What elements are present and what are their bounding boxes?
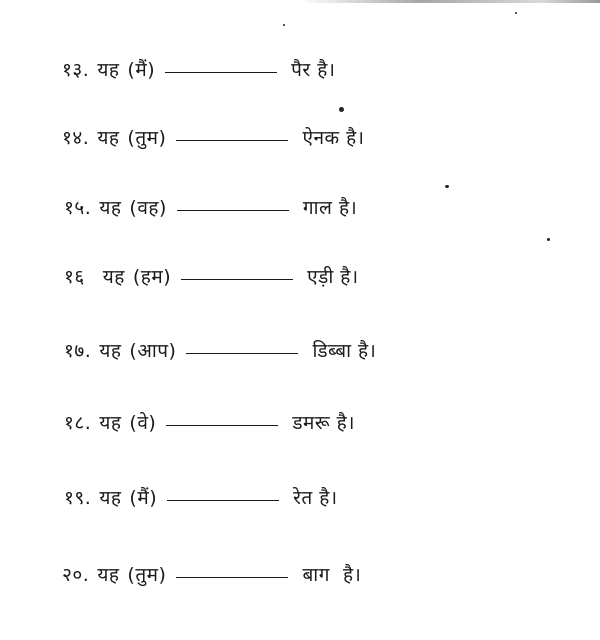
exercise-line <box>64 194 357 224</box>
subject-word: यह <box>97 127 120 149</box>
question-number: १७. <box>64 340 92 362</box>
answer-blank <box>186 353 298 354</box>
question-number: १५. <box>64 197 92 219</box>
exercise-line <box>64 409 355 439</box>
pronoun-hint: (वे) <box>129 412 157 434</box>
ink-speck <box>283 24 285 26</box>
subject-word: यह <box>97 564 120 586</box>
pronoun-hint: (तुम) <box>127 127 167 149</box>
ink-speck <box>445 185 449 188</box>
question-number: १८. <box>64 412 92 434</box>
sentence-ending: डिब्बा है। <box>312 340 377 362</box>
sentence-ending: रेत है। <box>293 487 338 509</box>
pronoun-hint: (हम) <box>132 266 172 288</box>
pronoun-hint: (आप) <box>129 340 177 362</box>
exercise-line <box>62 56 336 86</box>
exercise-line <box>64 263 359 293</box>
question-number: १३. <box>62 59 90 81</box>
sentence-ending: गाल है। <box>302 197 358 219</box>
answer-blank <box>181 279 293 280</box>
sentence-ending: एड़ी है। <box>307 266 359 288</box>
question-number: १९. <box>64 487 92 509</box>
answer-blank <box>176 140 288 141</box>
sentence-ending: डमरू है। <box>292 412 355 434</box>
subject-word: यह <box>99 340 122 362</box>
pronoun-hint: (तुम) <box>127 564 167 586</box>
subject-word: यह <box>97 59 120 81</box>
scan-edge-shadow <box>300 0 600 3</box>
subject-word: यह <box>99 487 122 509</box>
ink-speck <box>547 238 550 241</box>
question-number: १६ <box>64 266 85 288</box>
sentence-ending: पैर है। <box>291 59 336 81</box>
pronoun-hint: (वह) <box>129 197 167 219</box>
exercise-line <box>62 124 364 154</box>
exercise-line <box>62 561 361 591</box>
answer-blank <box>177 210 289 211</box>
ink-speck <box>339 107 344 112</box>
pronoun-hint: (मैं) <box>129 487 158 509</box>
subject-word: यह <box>102 266 125 288</box>
answer-blank <box>176 577 288 578</box>
pronoun-hint: (मैं) <box>127 59 156 81</box>
sentence-ending: ऐनक है। <box>302 127 365 149</box>
subject-word: यह <box>99 197 122 219</box>
question-number: १४. <box>62 127 90 149</box>
answer-blank <box>166 425 278 426</box>
answer-blank <box>167 500 279 501</box>
question-number: २०. <box>62 564 90 586</box>
answer-blank <box>165 72 277 73</box>
sentence-ending: बाग है। <box>302 564 362 586</box>
exercise-line <box>64 484 338 514</box>
ink-speck <box>515 12 517 14</box>
subject-word: यह <box>99 412 122 434</box>
exercise-line <box>64 337 376 367</box>
